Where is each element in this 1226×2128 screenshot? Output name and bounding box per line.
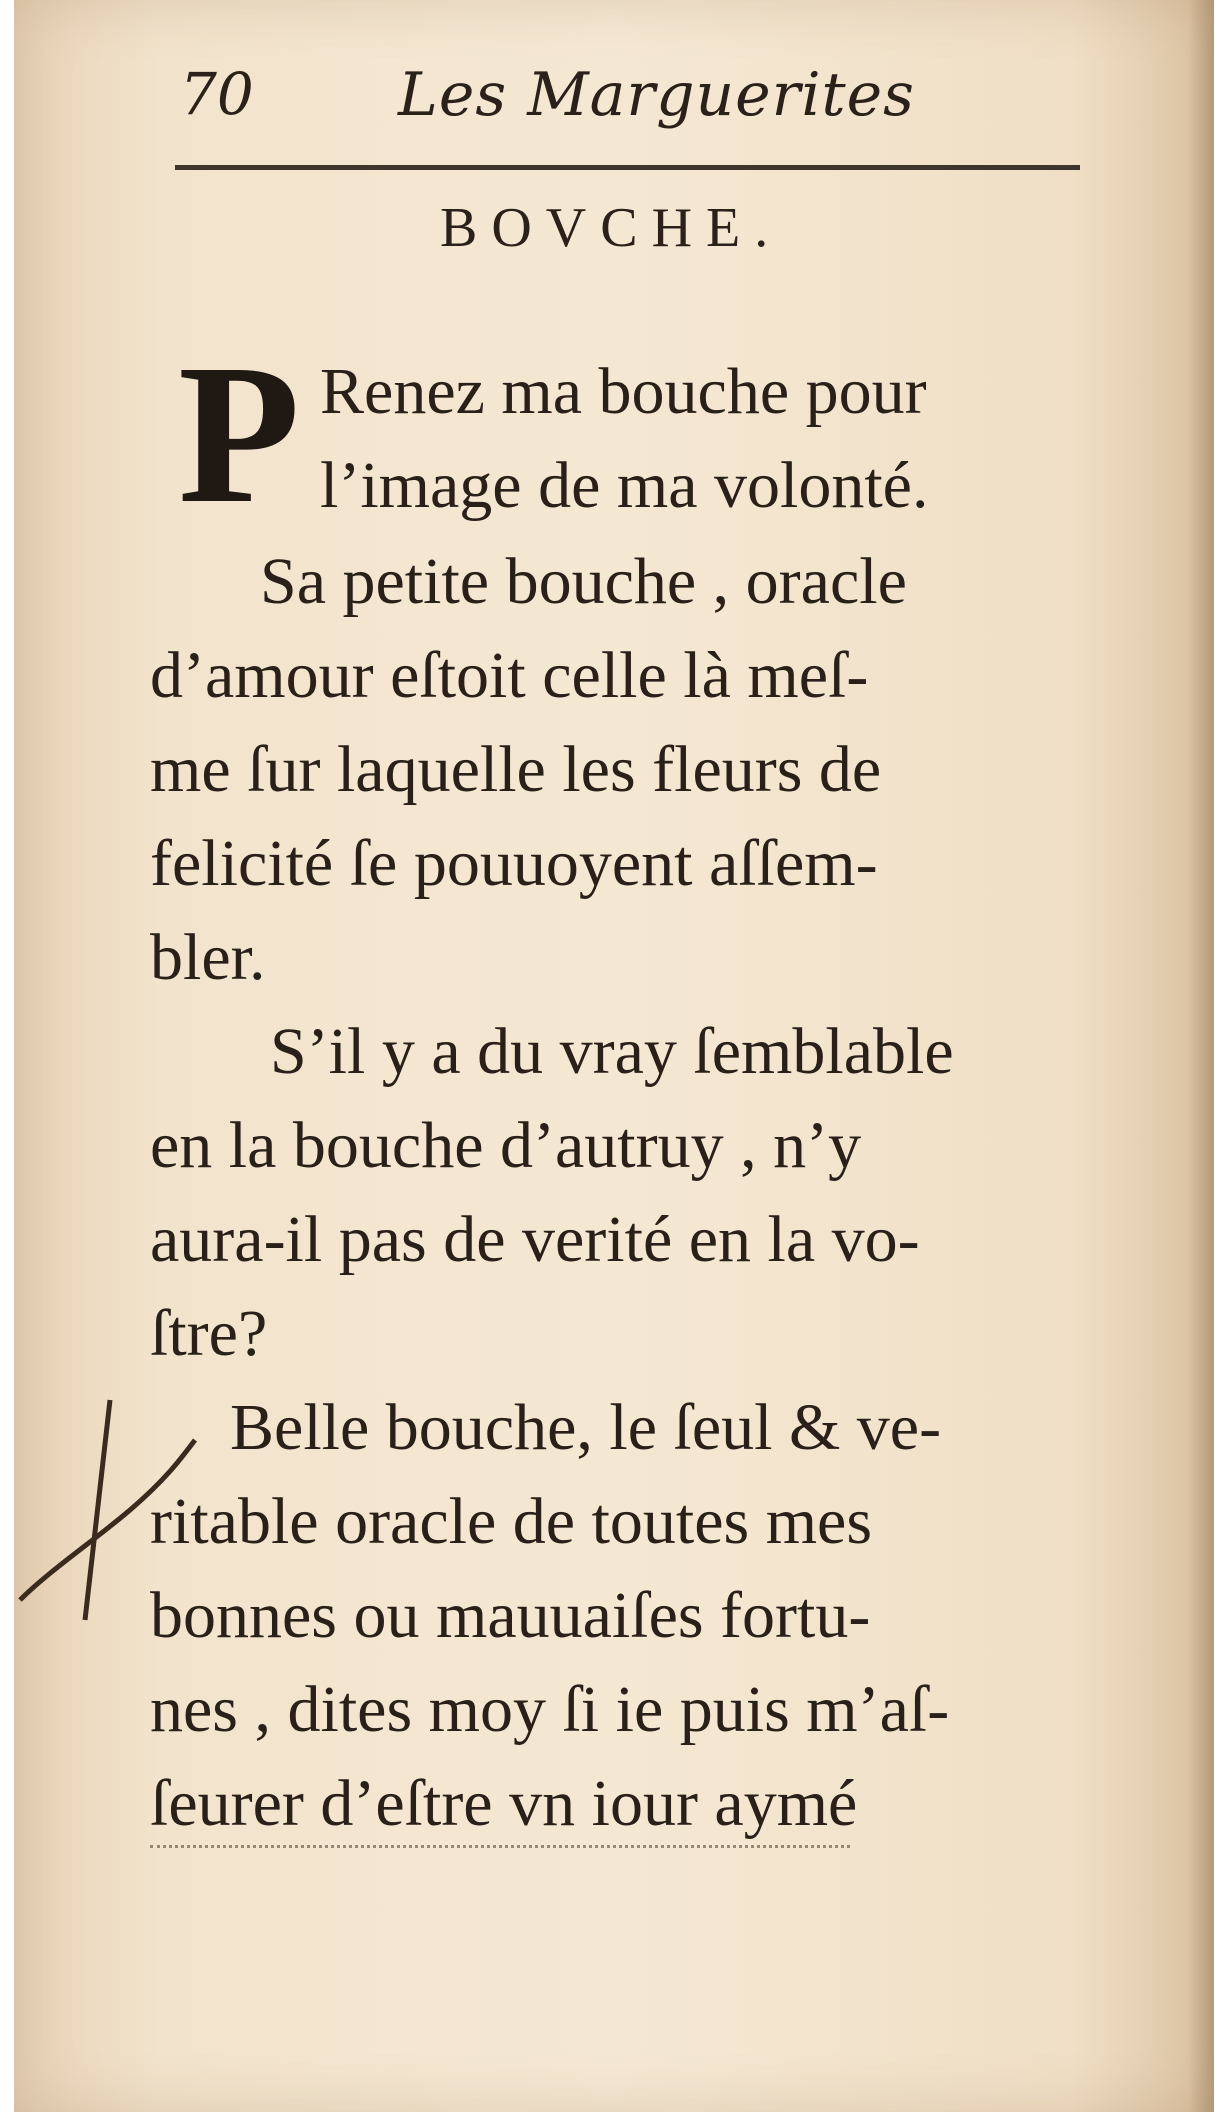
text-line: aura-il pas de verité en la vo- — [150, 1203, 920, 1276]
text-line: ritable oracle de toutes mes — [150, 1485, 873, 1558]
page-edge-shadow — [1188, 0, 1214, 2112]
text-line: felicité ſe pouuoyent aſſem- — [150, 827, 878, 900]
text-line: Belle bouche, le ſeul & ve- — [230, 1391, 942, 1464]
text-line: S’il y a du vray ſemblable — [270, 1015, 954, 1088]
text-line: me ſur laquelle les fleurs de — [150, 733, 882, 806]
running-title: Les Marguerites — [398, 60, 915, 130]
text-line: Sa petite bouche , oracle — [260, 545, 907, 618]
text-line: bonnes ou mauuaiſes fortu- — [150, 1579, 871, 1652]
paragraph-3 — [150, 1005, 1080, 1381]
text-line: en la bouche d’autruy , n’y — [150, 1109, 862, 1182]
text-line: ſtre? — [150, 1297, 268, 1370]
page-header — [170, 52, 1070, 142]
text-line: d’amour eſtoit celle là meſ- — [150, 639, 869, 712]
drop-capital: P — [178, 324, 301, 545]
paragraph-4 — [150, 1381, 1080, 1851]
text-line: bler. — [150, 921, 266, 994]
paragraph-2 — [150, 535, 1080, 1005]
section-heading: BOVCHE. — [440, 197, 783, 259]
body-text — [150, 535, 1080, 1851]
header-rule — [175, 165, 1080, 170]
text-line: Renez ma bouche pour — [320, 355, 927, 428]
paragraph-1 — [320, 345, 1100, 533]
handwritten-margin-mark — [10, 1390, 200, 1640]
text-line: ſeurer d’eſtre vn iour aymé — [150, 1767, 858, 1840]
page-number: 70 — [180, 60, 254, 128]
text-line: l’image de ma volonté. — [320, 449, 929, 522]
text-line: nes , dites moy ſi ie puis m’aſ- — [150, 1673, 950, 1746]
bottom-rule — [150, 1845, 850, 1848]
